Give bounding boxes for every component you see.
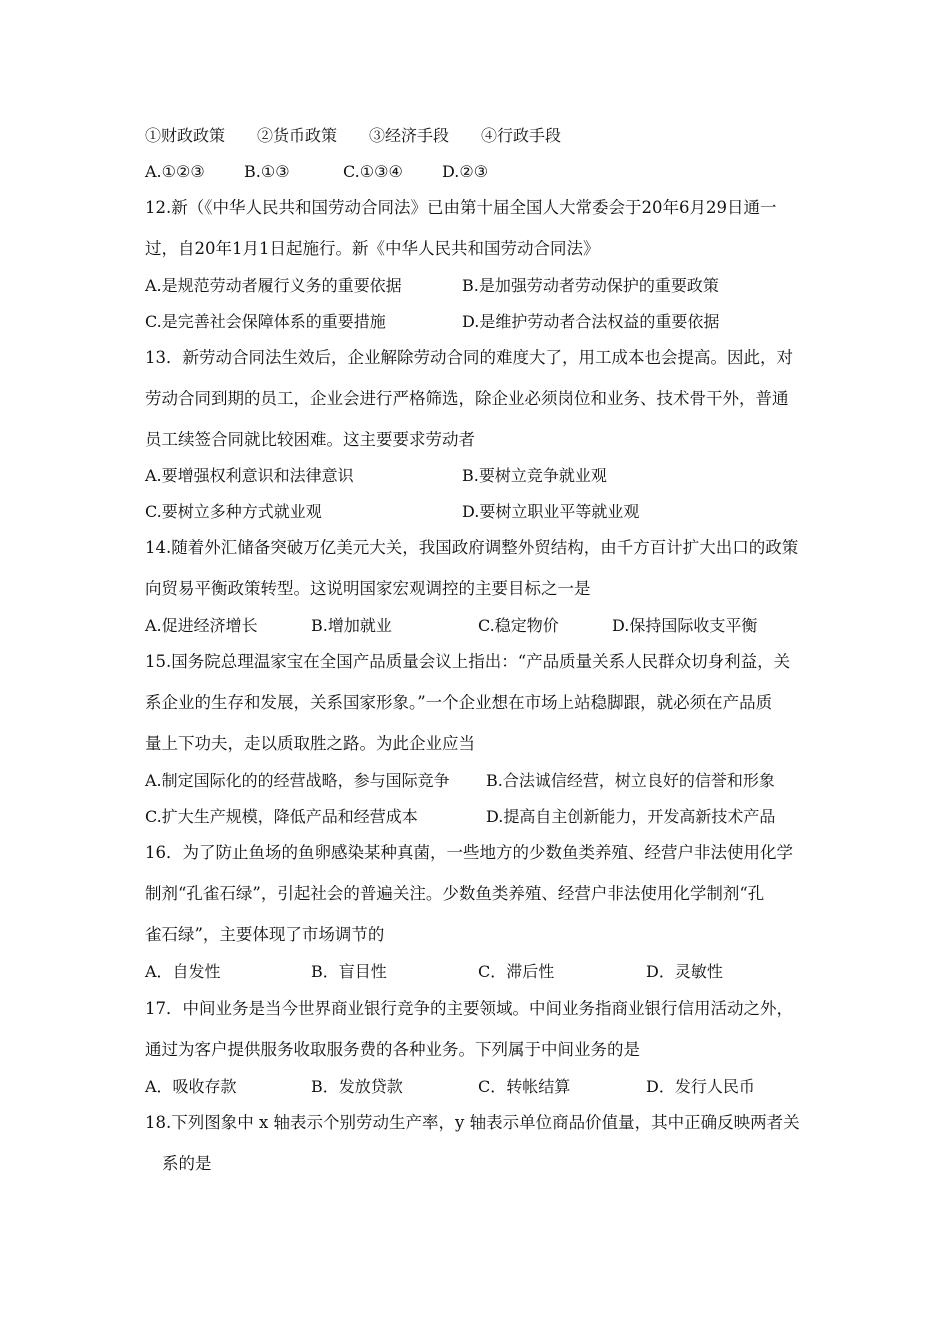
q17-line-2: 通过为客户提供服务收取服务费的各种业务。下列属于中间业务的是 bbox=[145, 1040, 640, 1059]
q11-items: ①财政政策 ②货币政策 ③经济手段 ④行政手段 bbox=[145, 126, 562, 145]
q16-line-3: 雀石绿”，主要体现了市场调节的 bbox=[145, 925, 385, 944]
q14-option-a: A.促进经济增长 bbox=[145, 616, 258, 635]
q17-line-1: 17．中间业务是当今世界商业银行竞争的主要领域。中间业务指商业银行信用活动之外， bbox=[145, 999, 793, 1018]
q17-option-c: C．转帐结算 bbox=[478, 1077, 571, 1096]
q14-line-2: 向贸易平衡政策转型。这说明国家宏观调控的主要目标之一是 bbox=[145, 579, 591, 598]
q15-line-3: 量上下功夫，走以质取胜之路。为此企业应当 bbox=[145, 734, 475, 753]
q15-option-b: B.合法诚信经营，树立良好的信誉和形象 bbox=[486, 771, 775, 790]
q15-option-c: C.扩大生产规模，降低产品和经营成本 bbox=[145, 807, 418, 826]
q11-option-c: C.①③④ bbox=[343, 162, 403, 181]
q12-option-a: A.是规范劳动者履行义务的重要依据 bbox=[145, 276, 402, 295]
q13-option-c: C.要树立多种方式就业观 bbox=[145, 502, 322, 521]
q13-line-1: 13．新劳动合同法生效后，企业解除劳动合同的难度大了，用工成本也会提高。因此，对 bbox=[145, 348, 793, 367]
q13-option-a: A.要增强权利意识和法律意识 bbox=[145, 466, 354, 485]
q12-option-b: B.是加强劳动者劳动保护的重要政策 bbox=[462, 276, 719, 295]
q13-option-b: B.要树立竞争就业观 bbox=[462, 466, 607, 485]
q15-line-2: 系企业的生存和发展，关系国家形象。”一个企业想在市场上站稳脚跟，就必须在产品质 bbox=[145, 693, 773, 712]
q14-option-c: C.稳定物价 bbox=[478, 616, 559, 635]
q16-option-a: A．自发性 bbox=[145, 962, 221, 981]
q13-line-3: 员工续签合同就比较困难。这主要要求劳动者 bbox=[145, 430, 475, 449]
q14-option-d: D.保持国际收支平衡 bbox=[612, 616, 758, 635]
q17-option-b: B．发放贷款 bbox=[311, 1077, 403, 1096]
q18-line-1: 18.下列图象中 x 轴表示个别劳动生产率，y 轴表示单位商品价值量，其中正确反映两者关 bbox=[145, 1113, 800, 1132]
q14-option-b: B.增加就业 bbox=[311, 616, 392, 635]
q13-option-d: D.要树立职业平等就业观 bbox=[462, 502, 640, 521]
q16-option-d: D．灵敏性 bbox=[646, 962, 723, 981]
q12-option-d: D.是维护劳动者合法权益的重要依据 bbox=[462, 312, 720, 331]
q12-line-1: 12.新（《中华人民共和国劳动合同法》已由第十届全国人大常委会于20年6月29日通一 bbox=[145, 198, 777, 217]
q11-option-a: A.①②③ bbox=[145, 162, 205, 181]
q16-option-b: B．盲目性 bbox=[311, 962, 387, 981]
q15-option-d: D.提高自主创新能力，开发高新技术产品 bbox=[486, 807, 776, 826]
q15-option-a: A.制定国际化的的经营战略，参与国际竞争 bbox=[145, 771, 450, 790]
q12-option-c: C.是完善社会保障体系的重要措施 bbox=[145, 312, 386, 331]
q13-line-2: 劳动合同到期的员工，企业会进行严格筛选，除企业必须岗位和业务、技术骨干外，普通 bbox=[145, 389, 789, 408]
q11-option-d: D.②③ bbox=[442, 162, 489, 181]
q18-line-2: 系的是 bbox=[162, 1154, 212, 1173]
q17-option-a: A．吸收存款 bbox=[145, 1077, 237, 1096]
q12-line-2: 过，自20年1月1日起施行。新《中华人民共和国劳动合同法》 bbox=[145, 239, 600, 258]
q17-option-d: D．发行人民币 bbox=[646, 1077, 755, 1096]
q11-option-b: B.①③ bbox=[244, 162, 290, 181]
q16-line-2: 制剂“孔雀石绿”，引起社会的普遍关注。少数鱼类养殖、经营户非法使用化学制剂“孔 bbox=[145, 884, 765, 903]
q16-option-c: C．滞后性 bbox=[478, 962, 555, 981]
q16-line-1: 16．为了防止鱼场的鱼卵感染某种真菌，一些地方的少数鱼类养殖、经营户非法使用化学 bbox=[145, 843, 793, 862]
q15-line-1: 15.国务院总理温家宝在全国产品质量会议上指出：“产品质量关系人民群众切身利益，关 bbox=[145, 652, 791, 671]
q14-line-1: 14.随着外汇储备突破万亿美元大关，我国政府调整外贸结构，由千方百计扩大出口的政策 bbox=[145, 538, 799, 557]
